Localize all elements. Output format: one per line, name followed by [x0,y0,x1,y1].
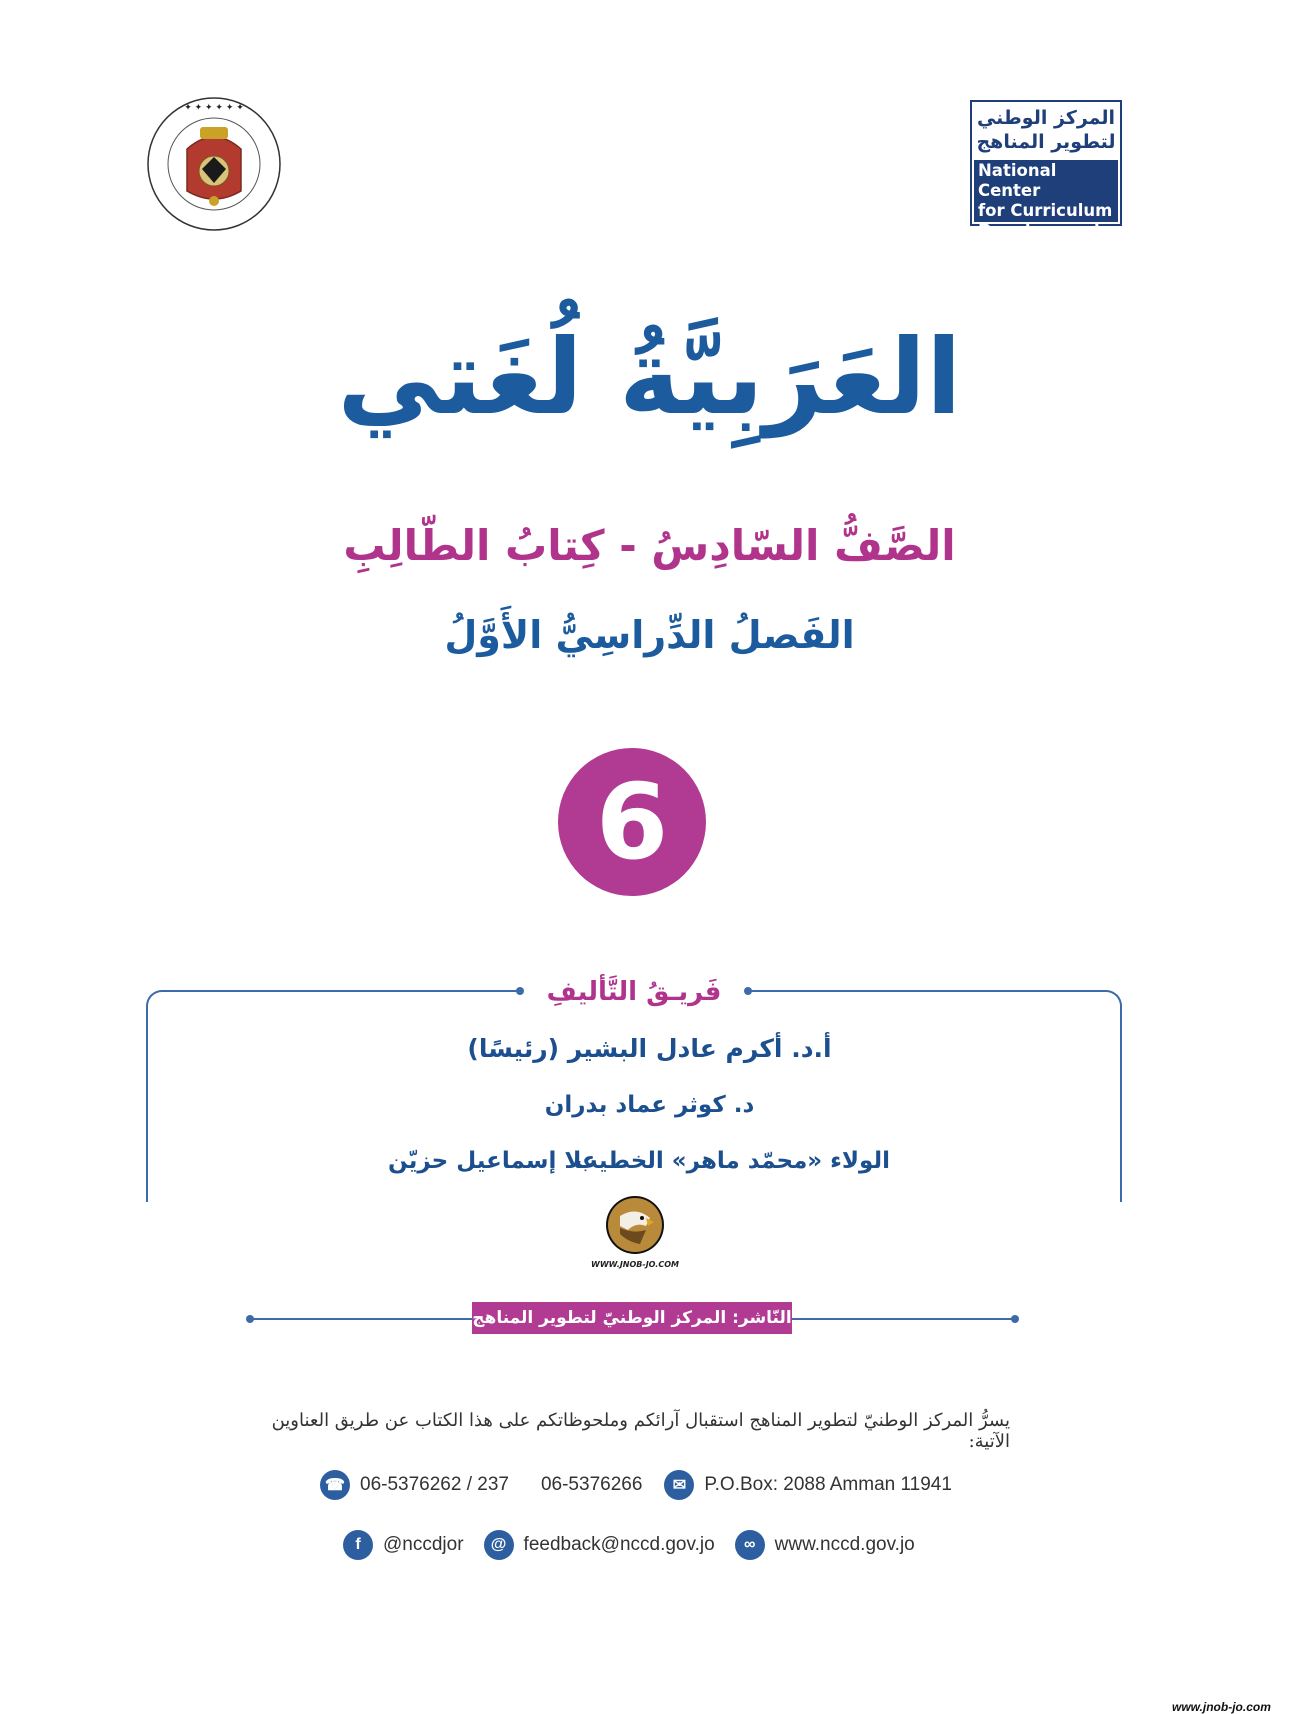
watermark-url: WWW.JNOB-JO.COM [591,1260,679,1269]
phone-number: 06-5376262 / 237 [360,1474,509,1495]
book-subtitle: الصَّفُّ السّادِسُ - كِتابُ الطّالِبِ [343,521,956,570]
ministry-seal-logo [145,95,283,233]
eagle-watermark-icon [606,1196,664,1254]
pobox: P.O.Box: 2088 Amman 11941 [704,1474,952,1495]
email-icon: @ [484,1530,514,1560]
book-title: العَرَبِيَّةُ لُغَتي [337,316,962,438]
nccd-english-line2: for Curriculum [978,201,1113,220]
publisher-line-dot-left [246,1315,254,1323]
fax-number: 06-5376266 [540,1474,643,1495]
head-author: أ.د. أكرم عادل البشير (رئيسًا) [467,1034,832,1063]
team-heading: فَريـقُ التَّأليفِ [546,977,722,1007]
nccd-arabic-line2: لتطوير المناهج [976,131,1116,153]
publisher-line-dot-right [1011,1315,1019,1323]
email-address[interactable]: feedback@nccd.gov.jo [523,1534,715,1555]
phone-icon: ☎ [320,1470,350,1500]
svg-text:✦ ✦ ✦ ✦ ✦ ✦: ✦ ✦ ✦ ✦ ✦ ✦ [184,103,244,113]
facebook-icon: f [343,1530,373,1560]
website-url[interactable]: www.nccd.gov.jo [774,1534,915,1555]
grade-number: 6 [595,761,669,883]
facebook-handle[interactable]: @nccdjor [383,1534,464,1555]
footer-url: www.jnob-jo.com [1172,1700,1271,1714]
contact-row-phone [320,1470,952,1500]
author-name: د. كوثر عماد بدران [544,1092,755,1118]
nccd-english-line1: National Center [978,161,1057,200]
mail-icon: ✉ [664,1470,694,1500]
feedback-intro: يسرُّ المركز الوطنيّ لتطوير المناهج استقبال آرائكم وملحوظاتكم على هذا الكتاب عن طريق العناوين الآتية: [271,1410,1010,1452]
contact-row-online [343,1530,915,1560]
nccd-english-line3: Development [978,221,1102,240]
nccd-arabic-line1: المركز الوطني [976,107,1116,129]
semester-label: الفَصلُ الدِّراسِيُّ الأَوَّلُ [444,613,855,657]
author-name: علا إسماعيل حزيّن [388,1148,598,1174]
publisher-label: النّاشر: المركز الوطنيّ لتطوير المناهج [472,1302,792,1334]
nccd-logo [970,100,1122,240]
author-name: الولاء «محمّد ماهر» الخطيب [574,1148,890,1174]
link-icon: ∞ [735,1530,765,1560]
grade-badge [558,748,706,896]
